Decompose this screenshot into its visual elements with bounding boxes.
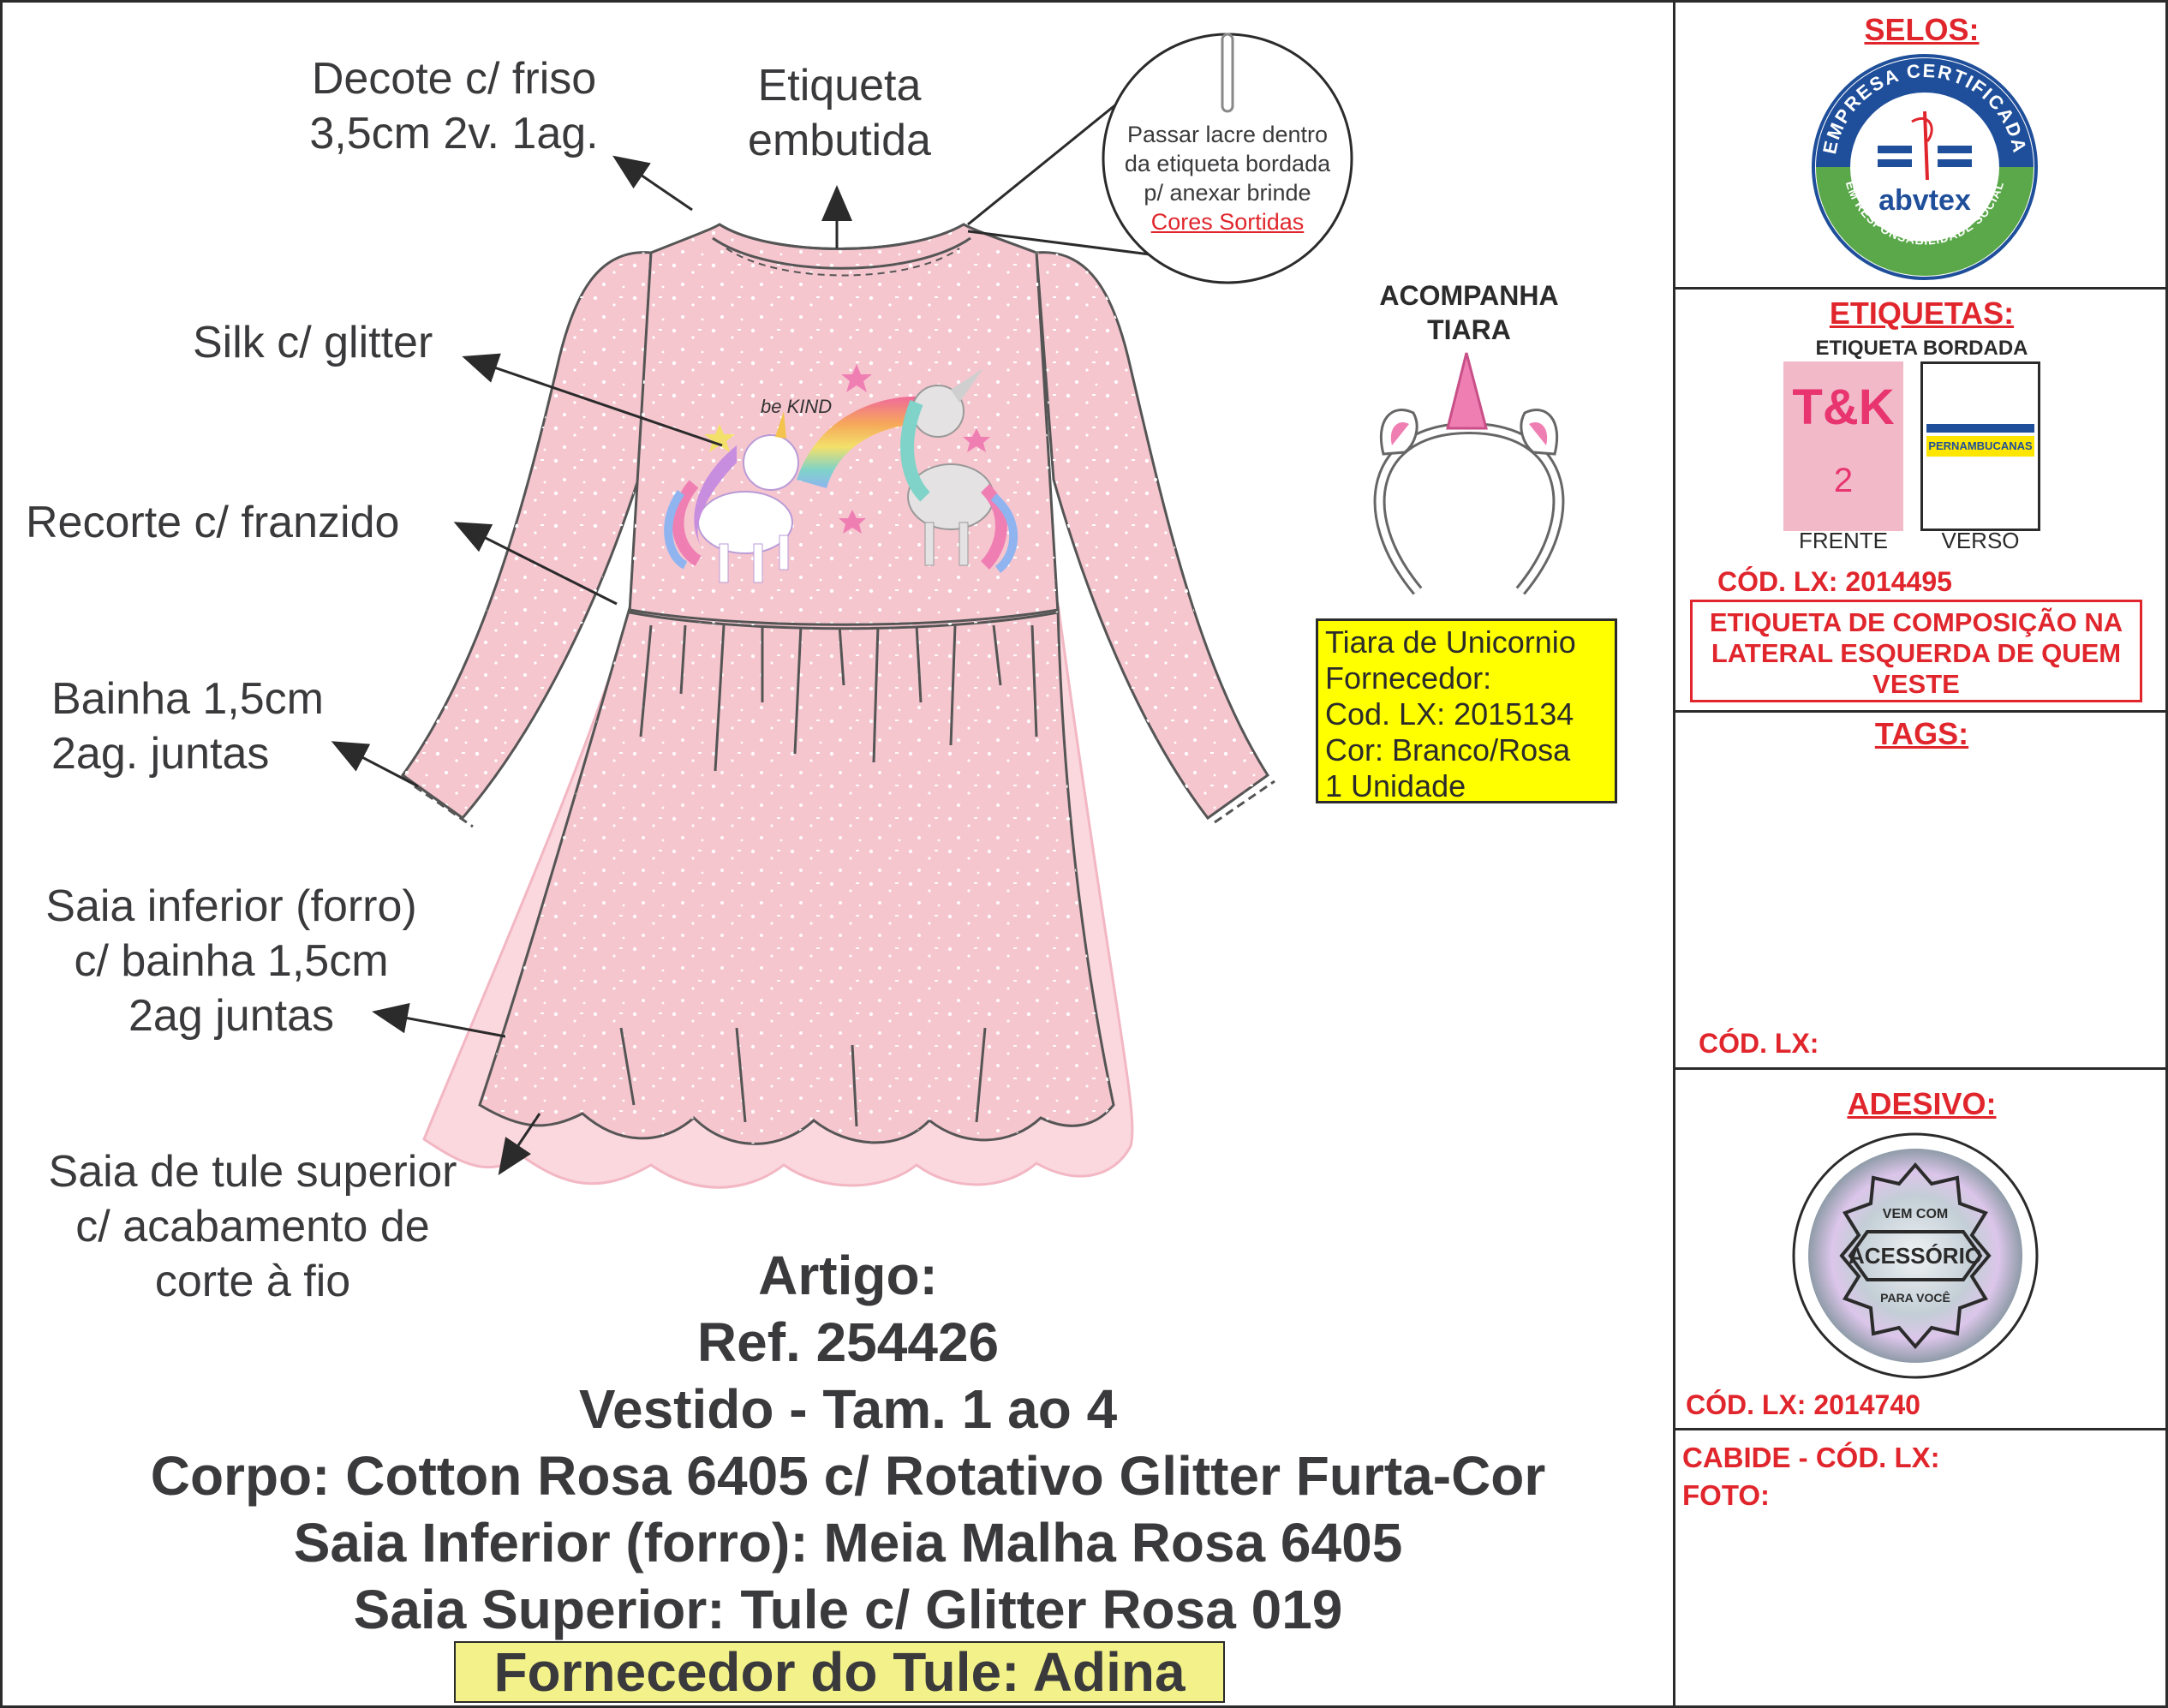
lacre-note-line1: Passar lacre dentro [1126, 122, 1329, 147]
etiqueta-back-brand: PERNAMBUCANAS [1926, 436, 2034, 457]
selos-title: SELOS: [1864, 12, 1980, 47]
article-description: Vestido - Tam. 1 ao 4 [578, 1378, 1118, 1440]
lacre-note-line3: p/ anexar brinde [1144, 180, 1311, 206]
callout-saia-inferior-line1: Saia inferior (forro) [45, 881, 417, 931]
print-text: be KIND [761, 396, 833, 417]
article-fornecedor-tule [454, 1641, 1225, 1703]
callout-bainha [51, 672, 324, 781]
seal-bottom-text: EM RESPONSABILIDADE SOCIAL [1843, 179, 2007, 248]
adesivo-cod: CÓD. LX: 2014740 [1686, 1389, 1920, 1420]
seal-brand-text: abvtex [1878, 184, 1971, 217]
composicao-line1: ETIQUETA DE COMPOSIÇÃO NA [1709, 607, 2123, 637]
article-saia-inferior: Saia Inferior (forro): Meia Malha Rosa 6405 [293, 1512, 1403, 1574]
composicao-line2: LATERAL ESQUERDA DE QUEM [1711, 638, 2122, 668]
accessory-info-box [1316, 618, 1617, 803]
cabide-title [1682, 1439, 1940, 1514]
adesivo-sticker [1790, 1131, 2040, 1381]
accessory-title-line2: TIARA [1427, 314, 1511, 345]
callout-decote-line1: Decote c/ friso [311, 54, 597, 104]
callout-saia-tule-line2: c/ acabamento de [75, 1202, 430, 1251]
callout-silk: Silk c/ glitter [193, 318, 433, 367]
callout-bainha-line2: 2ag. juntas [51, 729, 270, 779]
etiqueta-back-stripe [1926, 424, 2034, 433]
callout-bainha-line1: Bainha 1,5cm [51, 674, 324, 724]
etiqueta-back-label: VERSO [1941, 528, 2020, 553]
sidebar-tags-panel [1673, 710, 2168, 1070]
article-corpo: Corpo: Cotton Rosa 6405 c/ Rotativo Glitter Furta-Cor [150, 1445, 1546, 1507]
article-label: Artigo: [758, 1245, 938, 1306]
etiqueta-bordada-label: ETIQUETA BORDADA [1815, 337, 2028, 360]
cabide-foto: FOTO: [1682, 1479, 1771, 1511]
etiqueta-composicao-box [1690, 600, 2142, 702]
tags-title: TAGS: [1874, 716, 1969, 751]
accessory-box-line1: Tiara de Unicornio [1325, 624, 1576, 660]
tiara-illustration [1380, 353, 1559, 591]
callout-saia-inferior-line3: 2ag juntas [128, 991, 334, 1041]
lacre-note-line4: Cores Sortidas [1150, 209, 1305, 235]
callout-etiqueta-line2: embutida [748, 116, 931, 165]
accessory-box-line5: 1 Unidade [1325, 768, 1466, 803]
callout-decote [257, 51, 651, 161]
article-fornecedor-tule-text: Fornecedor do Tule: Adina [493, 1641, 1186, 1703]
callout-saia-tule-line1: Saia de tule superior [48, 1147, 457, 1197]
accessory-box-line3: Cod. LX: 2015134 [1325, 696, 1574, 732]
callout-decote-line2: 3,5cm 2v. 1ag. [309, 109, 599, 158]
sticker-line2: ACESSÓRIO [1848, 1243, 1983, 1269]
etiqueta-front-logo: T&K [1792, 379, 1895, 435]
callout-etiqueta [702, 58, 976, 168]
article-ref: Ref. 254426 [696, 1311, 1000, 1373]
etiqueta-front-label: FRENTE [1799, 528, 1888, 553]
etiqueta-front-size: 2 [1833, 462, 1854, 499]
adesivo-title: ADESIVO: [1847, 1086, 1997, 1121]
composicao-line3: VESTE [1872, 669, 1960, 699]
lacre-note [1109, 120, 1346, 236]
cabide-cod: CABIDE - CÓD. LX: [1682, 1442, 1940, 1473]
article-saia-superior: Saia Superior: Tule c/ Glitter Rosa 019 [353, 1579, 1343, 1640]
sticker-line1: VEM COM [1882, 1207, 1949, 1221]
etiquetas-cod: CÓD. LX: 2014495 [1717, 566, 1952, 597]
lacre-note-line2: da etiqueta bordada [1124, 151, 1331, 176]
accessory-title-line1: ACOMPANHA [1379, 280, 1559, 311]
accessory-box-line4: Cor: Branco/Rosa [1325, 732, 1571, 767]
accessory-title [1336, 278, 1602, 347]
etiqueta-front [1783, 361, 1903, 531]
callout-saia-tule-line3: corte à fio [154, 1257, 351, 1306]
callout-recorte: Recorte c/ franzido [26, 498, 400, 547]
sticker-line3: PARA VOCÊ [1880, 1291, 1950, 1305]
seal-top-text: EMPRESA CERTIFICADA [1819, 59, 2031, 156]
tags-cod: CÓD. LX: [1699, 1028, 1819, 1059]
etiqueta-back [1920, 361, 2040, 531]
callout-saia-inferior-line2: c/ bainha 1,5cm [74, 936, 389, 986]
callout-etiqueta-line1: Etiqueta [757, 61, 922, 110]
etiquetas-title: ETIQUETAS: [1829, 296, 2015, 331]
callout-saia-inferior [17, 879, 445, 1043]
abvtex-seal [1809, 51, 2040, 283]
accessory-box-line2: Fornecedor: [1325, 660, 1492, 696]
